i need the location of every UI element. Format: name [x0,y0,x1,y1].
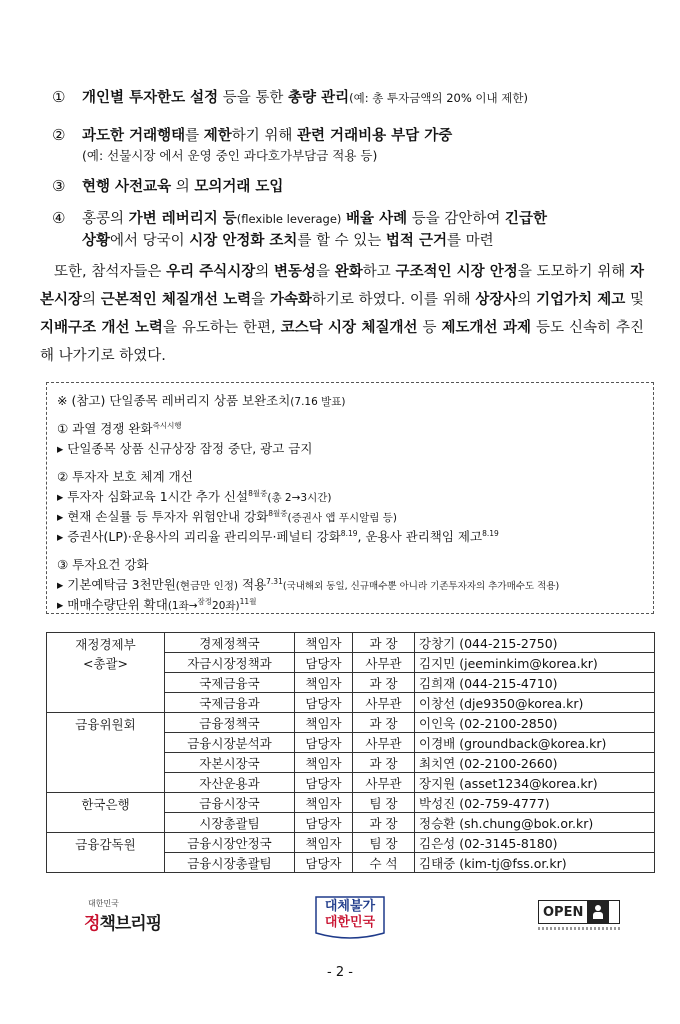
reference-section-3-bullet-2: ▸ 매매수량단위 확대(1좌→$^{잠정}$20좌)$^{11월}$ [57,596,257,612]
role-cell: 책임자 [295,673,353,693]
contact-name: 이인욱 [419,715,456,731]
contact-cell [415,673,655,693]
title-cell: 팀 장 [353,833,415,853]
title-cell: 과 장 [353,813,415,833]
role-cell: 담당자 [295,813,353,833]
contact-name: 최치연 [419,755,456,771]
reference-section-2-bullet-2: ▸ 현재 손실률 등 투자자 위험안내 강화$^{8월중}$(증권사 앱 푸시알림 등) [57,508,398,524]
dept-cell: 금융시장총괄팀 [165,853,295,873]
contact-name: 김은성 [419,835,456,851]
contact-name: 이창선 [419,695,456,711]
policy-briefing-logo: 대한민국 정책브리핑 [84,899,162,934]
contact-info: (sh.chung@bok.or.kr) [459,815,594,831]
open-license-logo: OPEN [538,900,620,930]
org-cell: 한국은행 [47,793,165,833]
dept-cell: 국제금융과 [165,693,295,713]
contact-name: 이경배 [419,735,456,751]
contact-name: 박성진 [419,795,456,811]
korea-slogan-logo: 대체불가 대한민국 [310,893,390,941]
contact-cell [415,833,655,853]
role-cell: 담당자 [295,693,353,713]
title-cell: 과 장 [353,673,415,693]
title-cell: 과 장 [353,753,415,773]
org-cell: 재정경제부 <총괄> [47,633,165,713]
role-cell: 책임자 [295,833,353,853]
dept-cell: 시장총괄팀 [165,813,295,833]
role-cell: 담당자 [295,733,353,753]
reference-section-1-bullet: ▸ 단일종목 상품 신규상장 잠정 중단, 광고 금지 [57,441,313,456]
dept-cell: 자금시장정책과 [165,653,295,673]
contact-info: (044-215-2750) [459,635,558,651]
contact-info: (groundback@korea.kr) [459,735,607,751]
title-cell: 사무관 [353,653,415,673]
contact-cell [415,713,655,733]
contact-name: 장지원 [419,775,456,791]
body-paragraph: 또한, 참석자들은 우리 주식시장의 변동성을 완화하고 구조적인 시장 안정을 도모하기 위해 자본시장의 근본적인 체질개선 노력을 가속화하기로 하였다. 이를 위해 상장사의 기업가치 제고 및 지배구조 개선 노력을 유도하는 한편, 코스닥 시장 체질개선 등 제도개선 과제 등도 신속히 추진해 나가기로 하였다. [40,264,644,364]
page-number: - 2 - [327,965,353,980]
title-cell: 사무관 [353,693,415,713]
contact-info: (02-759-4777) [459,795,550,811]
contact-info: (02-2100-2660) [459,755,558,771]
dept-cell: 금융정책국 [165,713,295,733]
contact-cell [415,853,655,873]
org-cell: 금융감독원 [47,833,165,873]
reference-section-2-bullet-1: ▸ 투자자 심화교육 1시간 추가 신설$^{8월중}$(총 2→3시간) [57,488,332,504]
contact-info: (asset1234@korea.kr) [459,775,598,791]
dept-cell: 자산운용과 [165,773,295,793]
contact-cell [415,753,655,773]
contact-name: 김희재 [419,675,456,691]
measure-item-3: ③ 현행 사전교육 의 모의거래 도입 [52,177,284,195]
contact-name: 김지민 [419,655,456,671]
measure-item-2: ② 과도한 거래행태를 제한하기 위해 관련 거래비용 부담 가중 (예: 선물시장 에서 운영 중인 과다호가부담금 적용 등) [52,126,453,163]
contact-info: (jeeminkim@korea.kr) [459,655,598,671]
contact-info: (02-3145-8180) [459,835,558,851]
org-cell: 금융위원회 [47,713,165,793]
role-cell: 담당자 [295,653,353,673]
contact-info: (044-215-4710) [459,675,558,691]
reference-section-2-bullet-3: ▸ 증권사(LP)·운용사의 괴리율 관리의무·페널티 강화$^{8.19}$, 운용사 관리책임 제고$^{8.19}$ [57,528,499,544]
title-cell: 수 석 [353,853,415,873]
title-cell: 사무관 [353,733,415,753]
dept-cell: 금융시장분석과 [165,733,295,753]
title-cell: 팀 장 [353,793,415,813]
contact-info: (kim-tj@fss.or.kr) [459,855,567,871]
dept-cell: 경제정책국 [165,633,295,653]
dept-cell: 자본시장국 [165,753,295,773]
contact-name: 김태중 [419,855,456,871]
role-cell: 책임자 [295,793,353,813]
role-cell: 책임자 [295,713,353,733]
title-cell: 과 장 [353,633,415,653]
contacts-table [46,632,655,873]
reference-box [46,382,654,614]
title-cell: 사무관 [353,773,415,793]
role-cell: 책임자 [295,753,353,773]
role-cell: 담당자 [295,853,353,873]
role-cell: 담당자 [295,773,353,793]
role-cell: 책임자 [295,633,353,653]
contact-cell [415,633,655,653]
contact-cell [415,693,655,713]
reference-section-1-title: ① 과열 경쟁 완화$^{즉시시행}$ [57,420,182,436]
person-icon [587,901,609,923]
dept-cell: 금융시장안정국 [165,833,295,853]
reference-title: ※ (참고) 단일종목 레버리지 상품 보완조치(7.16 발표) [57,393,346,408]
contact-cell [415,733,655,753]
dept-cell: 금융시장국 [165,793,295,813]
license-caption-line [538,927,620,930]
contact-info: (02-2100-2850) [459,715,558,731]
table-row [47,713,655,733]
table-row [47,633,655,653]
measure-item-1: ① 개인별 투자한도 설정 등을 통한 총량 관리(예: 총 투자금액의 20% 이내 제한) [52,88,528,106]
policy-briefing-wordmark: 정책브리핑 [84,914,162,934]
contact-cell [415,653,655,673]
contact-name: 정승환 [419,815,456,831]
reference-section-2-title: ② 투자자 보호 체계 개선 [57,469,193,484]
reference-section-3-title: ③ 투자요건 강화 [57,557,149,572]
contact-cell [415,773,655,793]
table-row [47,793,655,813]
reference-section-3-bullet-1: ▸ 기본예탁금 3천만원(현금만 인정) 적용$^{7.31}$(국내해외 동일, 신규매수뿐 아니라 기존투자자의 추가매수도 적용) [57,576,560,592]
title-cell: 과 장 [353,713,415,733]
contact-info: (dje9350@korea.kr) [459,695,584,711]
dept-cell: 국제금융국 [165,673,295,693]
measure-item-4: ④ 홍콩의 가변 레버리지 등(flexible leverage) 배율 사례 등을 감안하여 긴급한 상황에서 당국이 시장 안정화 조치를 할 수 있는 법적 근거를 마련 [52,209,548,249]
contact-name: 강창기 [419,635,456,651]
contact-cell [415,813,655,833]
table-row [47,833,655,853]
contact-cell [415,793,655,813]
